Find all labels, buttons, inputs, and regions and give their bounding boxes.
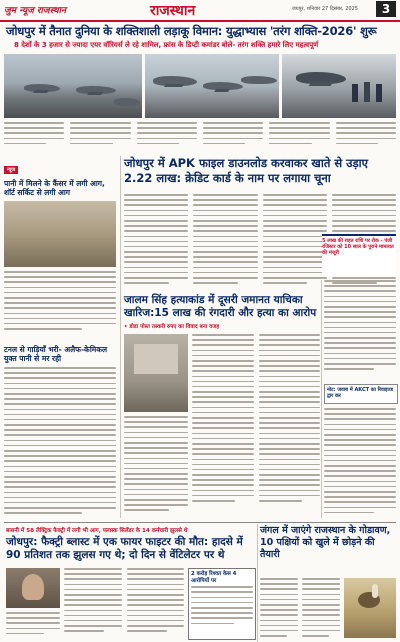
right-column-body [324,280,396,380]
sidebar-box-mid-title: नोट: जवाब में AKCT का रिवाइज्ड द्वार कर [327,387,394,399]
left-story [4,156,116,516]
mid-story-photo [124,334,188,412]
sidebar-box-top [322,234,396,276]
left-story-headline: पानी में मिलने के कैंसर में लगी आग, शॉर्ट सर्किट से लगी आग [4,179,105,197]
mid-story-subhead: • डोडा पोस्त तस्करी रुपए का विवाद बना वजह [124,324,220,330]
lead-photo-3 [282,54,396,118]
godawan-photo [344,578,396,638]
page-number: 3 [376,1,396,17]
mid-story [124,294,320,330]
dateline: जयपुर, शनिवार 27 दिसंबर, 2025 [292,6,358,12]
bottom-headline: जोधपुर: फैक्ट्री ब्लास्ट में एक फायर फाइटर की मौत: हादसे में 90 प्रतिशत तक झुलस गए थे; दो दिन से वेंटिलेटर पर थे [6,536,243,561]
sidebar-box-top-title: 5 लाख की राहत राशि पर रोक - पंजी रजिस्टर को 10 साल के पुराने मामलात की मंजूरी [322,238,394,257]
sidebar-box-bottom-body [189,586,255,632]
right-bottom-body [260,578,340,640]
left-story-body [4,271,116,341]
section-title: राजस्थान [150,3,196,19]
right-column-body-2 [324,408,396,520]
mid-left-body [124,416,188,520]
lead-headline: जोधपुर में तैनात दुनिया के शक्तिशाली लड़ाकू विमान: युद्धाभ्यास 'तरंग शक्ति-2026' शुरू [6,24,377,38]
column-divider-bottom [257,524,258,642]
right-bottom-headline: जंगल में जाएंगे राजस्थान के गोडावण, 10 पक्षियों को खुले में छोड़ने की तैयारी [260,525,391,560]
masthead-rule [0,20,400,22]
brand-logo: जुम न्यूज राजस्थान [4,6,66,16]
bottom-photo [6,568,60,608]
lead-subhead: 8 देशों के 3 हजार से ज्यादा एयर वॉरियर्स ले रहे शामिल, फ्रांस के डिप्टी कमांडर बोले- तरंग शक्ति हमारे लिए महत्वपूर्ण [14,41,319,49]
sidebar-box-mid [324,384,398,404]
bottom-kicker: बासनी में 58 लैक्ट्रिक फैक्ट्री में लगी भी आग, फ्लास्क सिलेंडर के 14 कर्मचारी झुलसे थे [6,528,188,534]
center-story-headline: जोधपुर में APK फाइल डाउनलोड करवाकर खाते से उड़ाए 2.22 लाख: क्रेडिट कार्ड के नाम पर लगाया चूना [124,156,368,185]
mid-story-body [192,334,320,520]
story-tag: न्यूज [4,166,18,174]
left-story-kicker: टनल से गाड़ियाँ भरी- अलैफ-केमिकल युक्त पानी से मर रही [4,345,108,363]
mid-story-headline: जालम सिंह हत्याकांड में दूसरी जमानत याचिका खारिज:15 लाख की रंगदारी और हत्या का आरोप [124,294,317,319]
sidebar-box-bottom-title: 2 करोड़ रिश्वत केस 4 आरोपियों पर [191,571,237,584]
bottom-story-body-2 [64,568,184,640]
lead-photo-1 [4,54,142,118]
left-story-body-2 [4,367,116,527]
left-story-photo [4,201,116,267]
lead-photo-2 [145,54,279,118]
masthead [0,0,400,20]
section-separator [4,522,396,523]
sidebar-box-bottom [188,568,256,640]
column-divider [120,156,121,518]
bottom-story-body-1 [6,612,60,640]
lead-body-text [4,122,396,148]
column-divider-right [321,280,322,518]
